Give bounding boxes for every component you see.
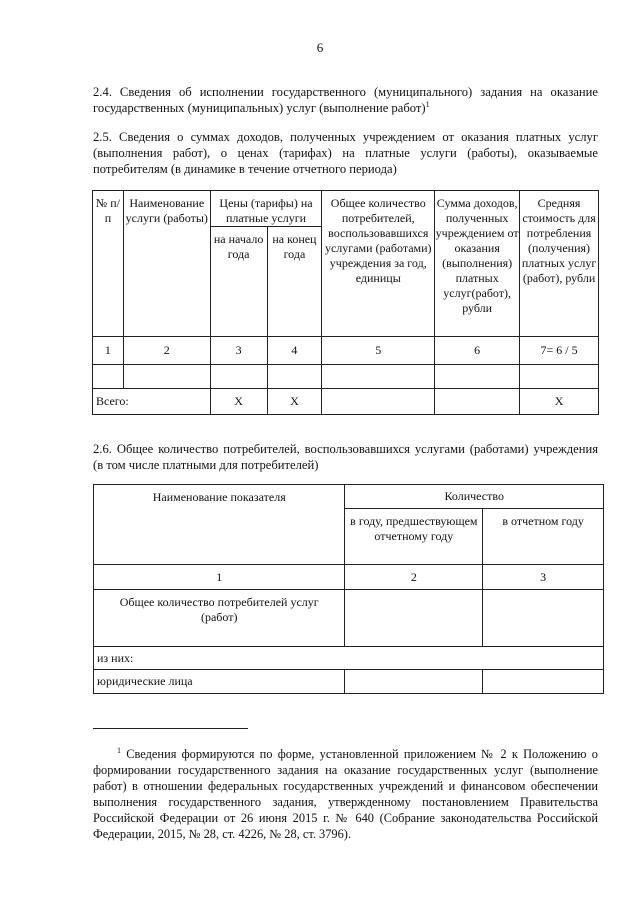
empty-cell [93,365,124,389]
footnote-text: Сведения формируются по форме, установленной приложением № 2 к Положению о формировании государственного задания на оказание государственных услуг (выполнение работ) в отношении федеральных государственных учреждений и финансовом обеспечении выполнения государственного задания, утвержденному постановлением Правительства Российской Федерации от 26 июня 2015 г. № 640 (Собрание законодательства Российской Федерации, 2015, № 28, ст. 4226, № 28, ст. 3796). [93,747,598,841]
empty-cell [520,365,599,389]
empty-cell [483,670,604,694]
empty-cell [210,365,267,389]
footnote-ref: 1 [425,99,430,109]
header-price-end: на конец года [267,227,322,337]
col-number: 7= 6 / 5 [520,337,599,365]
section-2-4-text: 2.4. Сведения об исполнении государственного (муниципального) задания на оказание государственных (муниципальных) услуг (выполнение работ) [93,85,598,115]
row-of-them: из них: [94,647,604,670]
section-2-5: 2.5. Сведения о суммах доходов, полученных учреждением от оказания платных услуг (выполнения работ), о ценах (тарифах) на платные услуги (работы), оказываемые потребителям (в динамике в течение отчетного периода) [93,130,598,176]
empty-cell [322,365,435,389]
header-consumers: Общее количество потребителей, воспользовавшихся услугами (работами) учреждения за год, единицы [322,191,435,337]
header-indicator: Наименование показателя [94,485,345,565]
col-number: 1 [93,337,124,365]
header-report-year: в отчетном году [483,509,604,565]
total-x: Х [210,389,267,415]
header-prev-year: в году, предшествующем отчетному году [345,509,483,565]
col-number: 3 [483,565,604,590]
section-2-6: 2.6. Общее количество потребителей, воспользовавшихся услугами (работами) учреждения (в том числе платными для потребителей) [93,442,598,472]
empty-cell [435,365,520,389]
total-row [93,389,599,415]
row-legal-entities: юридические лица [94,670,345,694]
header-num: № п/п [93,191,124,337]
table-row [93,365,599,389]
empty-cell [483,590,604,647]
table-row [94,590,604,647]
table-row [94,670,604,694]
col-number: 2 [345,565,483,590]
header-quantity: Количество [345,485,604,509]
paid-services-table [92,190,599,415]
col-number: 2 [123,337,210,365]
header-price-start: на начало года [210,227,267,337]
empty-cell [123,365,210,389]
empty-cell [345,670,483,694]
empty-cell [345,590,483,647]
footnote [93,746,598,842]
total-x: Х [520,389,599,415]
header-service-name: Наименование услуги (работы) [123,191,210,337]
total-label: Всего: [93,389,211,415]
empty-cell [267,365,322,389]
header-avg-cost: Средняя стоимость для потребления (получения) платных услуг (работ), рубли [520,191,599,337]
page-number: 6 [316,40,324,55]
col-number: 1 [94,565,345,590]
col-number: 3 [210,337,267,365]
header-prices: Цены (тарифы) на платные услуги [210,191,322,227]
empty-cell [435,389,520,415]
col-number: 4 [267,337,322,365]
section-2-4 [93,84,598,116]
table-row [94,647,604,670]
col-number: 5 [322,337,435,365]
total-x: Х [267,389,322,415]
consumers-table [93,484,604,694]
footnote-mark: 1 [117,745,121,755]
empty-cell [322,389,435,415]
footnote-divider [93,728,248,729]
header-income: Сумма доходов, полученных учреждением от оказания (выполнения) платных услуг(работ), рубли [435,191,520,337]
row-total-consumers: Общее количество потребителей услуг (работ) [94,590,345,647]
col-number: 6 [435,337,520,365]
